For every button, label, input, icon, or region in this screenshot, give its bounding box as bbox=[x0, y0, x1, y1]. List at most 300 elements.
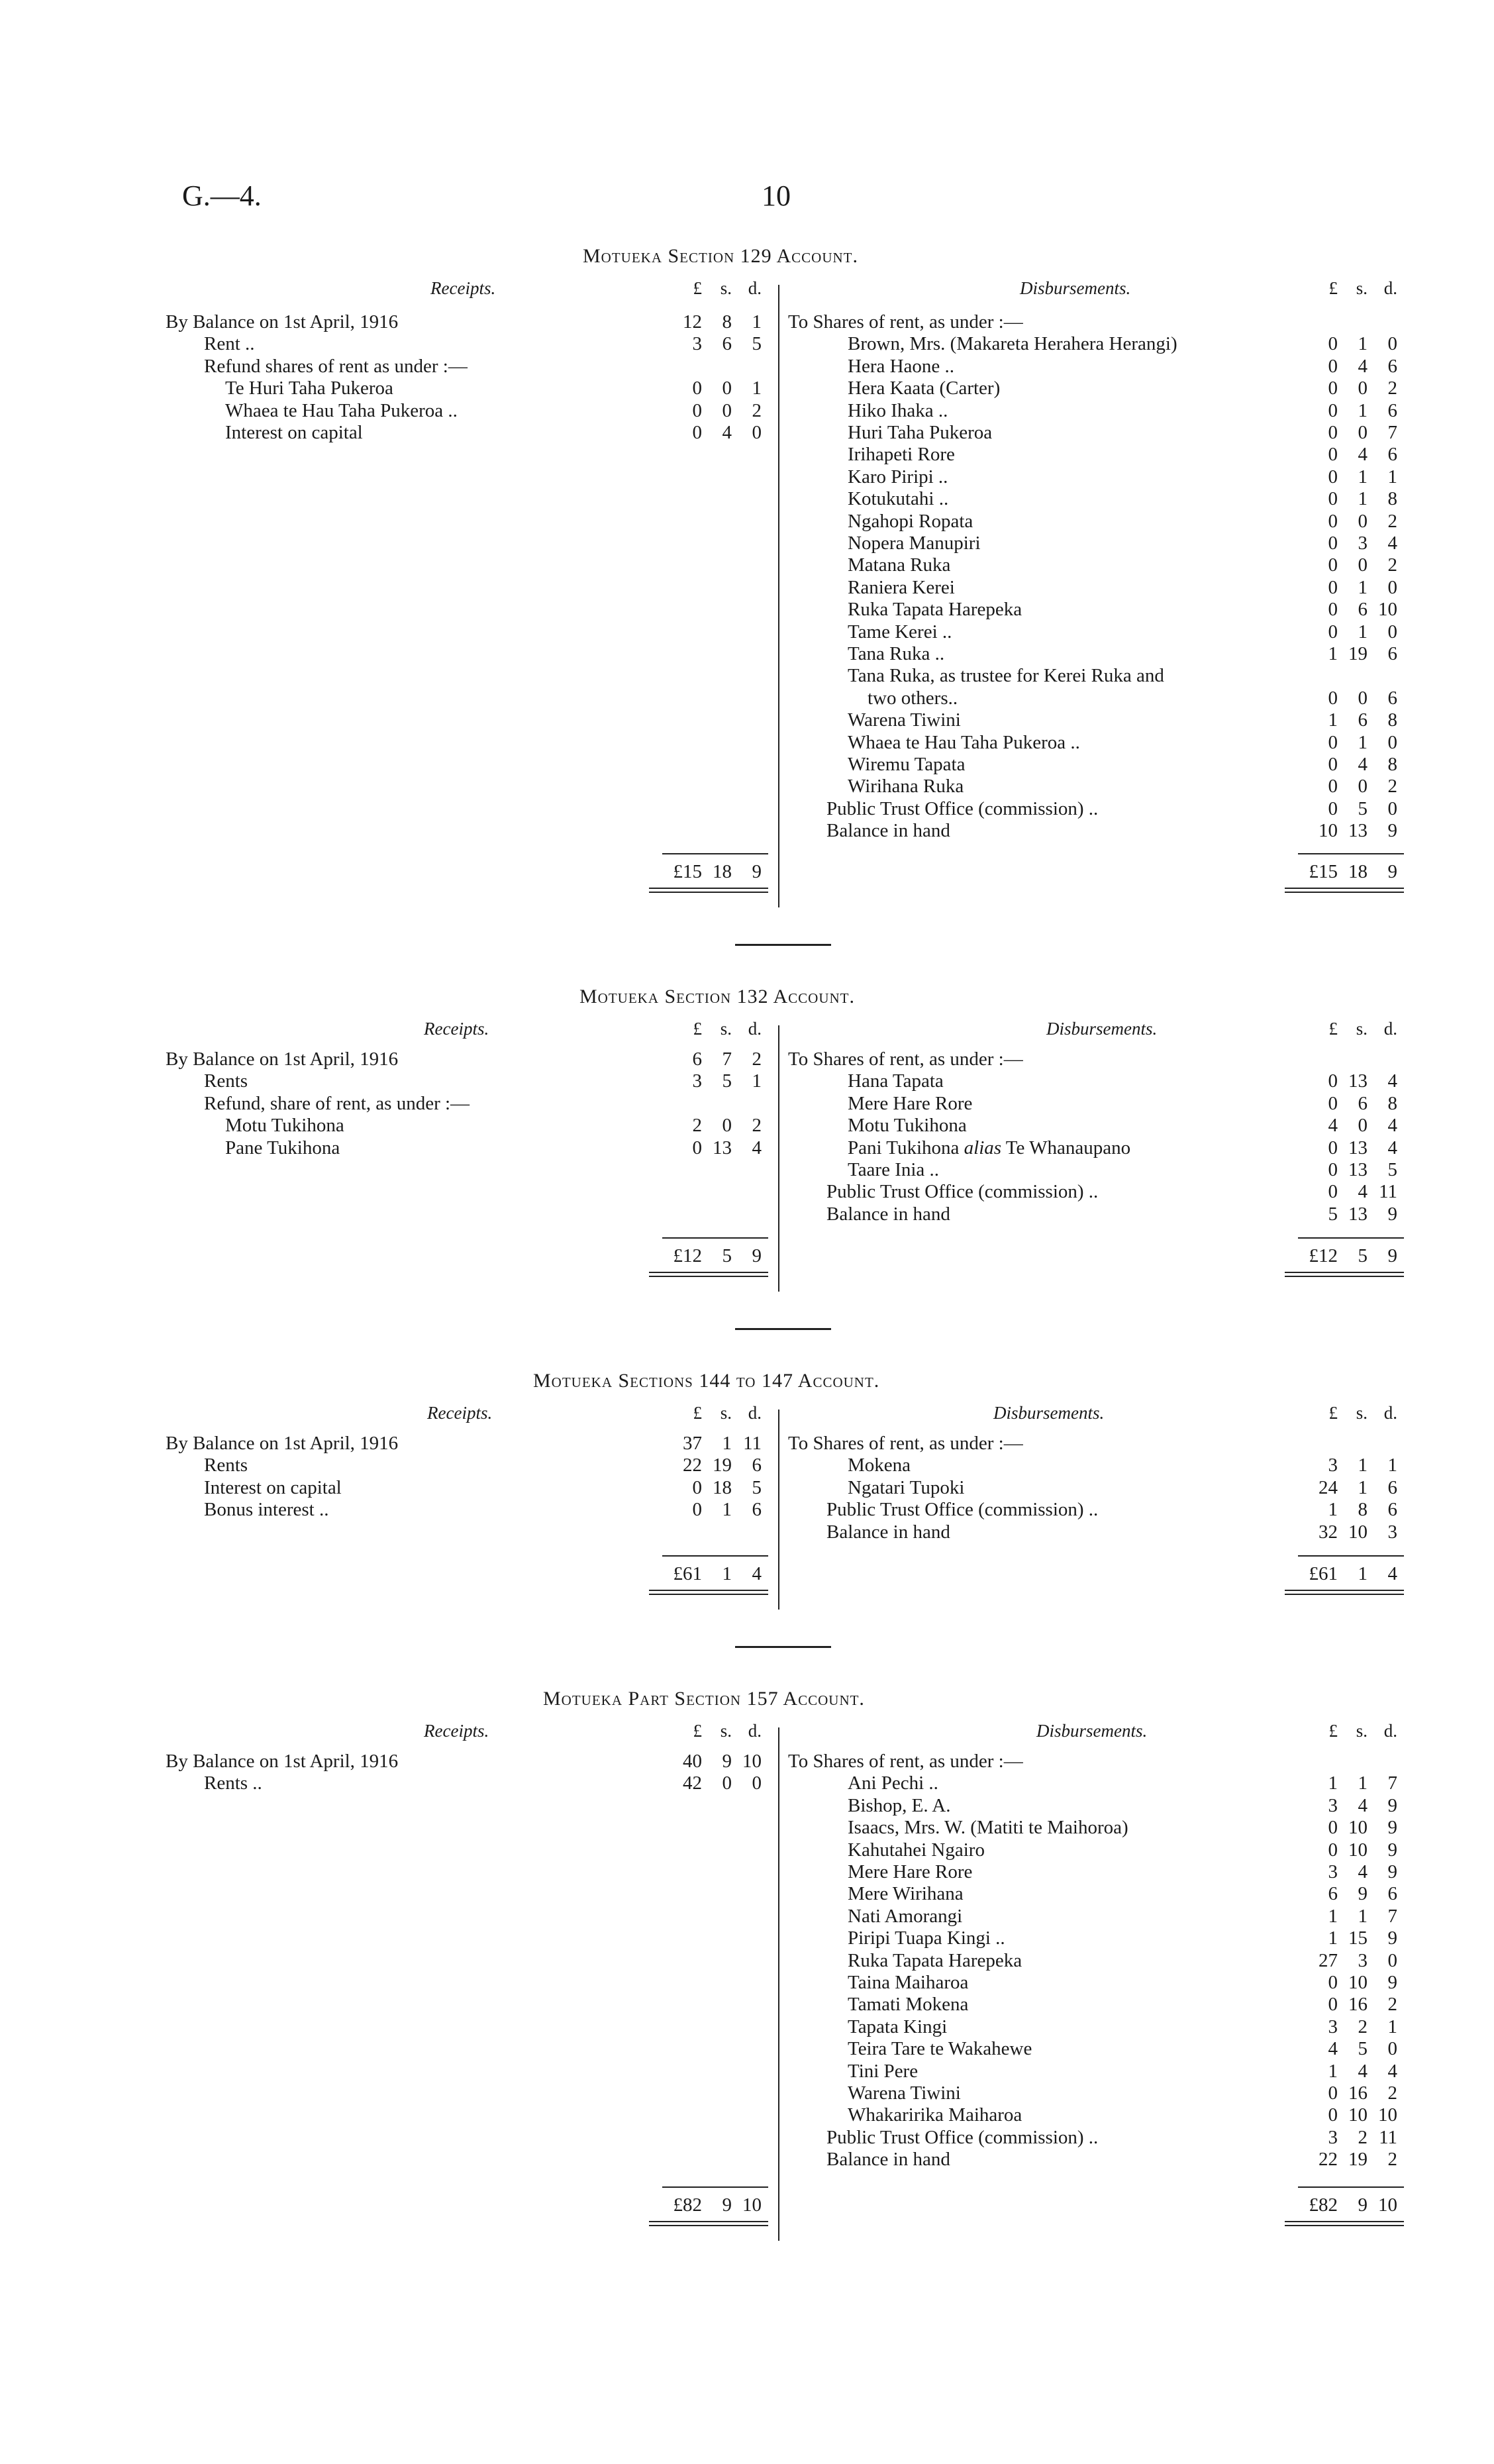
amount-shillings: 0 bbox=[722, 1772, 732, 1794]
amount-pence: 1 bbox=[1387, 466, 1397, 488]
amount-pence: 1 bbox=[1387, 2016, 1397, 2037]
amount-pounds: 0 bbox=[1328, 466, 1338, 488]
disbursements-label: Ruka Tapata Harepeka bbox=[848, 1949, 1022, 1971]
section-separator bbox=[735, 1646, 831, 1648]
total-double-rule bbox=[649, 1272, 768, 1277]
disbursements-label: Kotukutahi .. bbox=[848, 488, 949, 510]
amount-pence: 2 bbox=[1387, 1994, 1397, 2016]
disbursements-label: Brown, Mrs. (Makareta Herahera Herangi) bbox=[848, 333, 1177, 355]
amount-pounds: 3 bbox=[1328, 1794, 1338, 1816]
disbursements-total bbox=[0, 1563, 1494, 1585]
amount-pounds: 12 bbox=[683, 311, 702, 333]
disbursements-row bbox=[0, 820, 1494, 842]
disbursements-row bbox=[0, 1433, 1494, 1455]
amount-pence: 1 bbox=[752, 311, 762, 333]
disbursements-label: Public Trust Office (commission) .. bbox=[826, 1499, 1099, 1521]
amount-pence: 11 bbox=[1379, 2126, 1397, 2148]
disbursements-row bbox=[0, 1093, 1494, 1115]
amount-pence: 10 bbox=[742, 1751, 762, 1772]
sum-rule bbox=[662, 853, 768, 854]
disbursements-row bbox=[0, 2127, 1494, 2149]
amount-shillings: 13 bbox=[1348, 1159, 1368, 1180]
money-unit-label: d. bbox=[748, 278, 762, 298]
money-unit-label: s. bbox=[1356, 1403, 1368, 1423]
amount-pence: 10 bbox=[1378, 599, 1397, 621]
receipts-label: Whaea te Hau Taha Pukeroa .. bbox=[225, 399, 458, 421]
receipts-total-l: £15 bbox=[673, 861, 702, 882]
receipts-label: Pane Tukihona bbox=[225, 1137, 340, 1158]
money-unit-label: £ bbox=[1328, 278, 1338, 298]
amount-pence: 11 bbox=[743, 1433, 762, 1454]
amount-shillings: 13 bbox=[1348, 1070, 1368, 1092]
receipts-label: Rents bbox=[204, 1455, 248, 1476]
amount-shillings: 0 bbox=[1358, 554, 1368, 576]
amount-shillings: 6 bbox=[1358, 599, 1368, 621]
receipts-label: Refund, share of rent, as under :— bbox=[204, 1092, 470, 1114]
account-title: Motueka Section 132 Account. bbox=[579, 986, 856, 1007]
amount-pounds: 0 bbox=[1328, 2104, 1338, 2126]
amount-pence: 5 bbox=[1387, 1159, 1397, 1180]
amount-pence: 0 bbox=[1387, 576, 1397, 598]
amount-pence: 0 bbox=[1387, 621, 1397, 642]
amount-shillings: 8 bbox=[1358, 1499, 1368, 1521]
disbursements-row bbox=[0, 422, 1494, 444]
amount-pounds: 6 bbox=[692, 1049, 702, 1070]
amount-pounds: 0 bbox=[692, 1499, 702, 1521]
amount-pounds: 4 bbox=[1328, 1115, 1338, 1137]
amount-shillings: 13 bbox=[1348, 820, 1368, 842]
disbursements-label: Motu Tukihona bbox=[848, 1115, 967, 1137]
disbursements-row bbox=[0, 554, 1494, 576]
receipts-label: By Balance on 1st April, 1916 bbox=[166, 1049, 399, 1070]
amount-shillings: 1 bbox=[1358, 1905, 1368, 1927]
receipts-label: By Balance on 1st April, 1916 bbox=[166, 1433, 399, 1454]
amount-pence: 8 bbox=[1387, 709, 1397, 731]
disbursements-row bbox=[0, 1455, 1494, 1476]
amount-shillings: 4 bbox=[1358, 1861, 1368, 1882]
amount-pence: 4 bbox=[1387, 1070, 1397, 1092]
disbursements-label: Mere Wirihana bbox=[848, 1883, 964, 1905]
amount-pence: 2 bbox=[1387, 510, 1397, 532]
amount-shillings: 1 bbox=[1358, 488, 1368, 510]
amount-pounds: 1 bbox=[1328, 1499, 1338, 1521]
disbursements-row bbox=[0, 1883, 1494, 1905]
disbursements-row bbox=[0, 1927, 1494, 1949]
amount-shillings: 0 bbox=[722, 378, 732, 399]
amount-pence: 6 bbox=[1387, 399, 1397, 421]
amount-shillings: 10 bbox=[1348, 1839, 1368, 1861]
amount-pence: 2 bbox=[1387, 378, 1397, 399]
amount-pounds: 42 bbox=[683, 1772, 702, 1794]
receipts-total-l: £82 bbox=[673, 2194, 702, 2216]
amount-shillings: 16 bbox=[1348, 2082, 1368, 2104]
amount-pence: 9 bbox=[1387, 1817, 1397, 1839]
money-unit-label: d. bbox=[1383, 1403, 1397, 1423]
disbursements-row bbox=[0, 1906, 1494, 1927]
money-unit-label: £ bbox=[693, 1019, 702, 1039]
money-unit-label: s. bbox=[720, 1019, 732, 1039]
disbursements-total-s: 18 bbox=[1348, 861, 1368, 882]
receipts-label: Refund shares of rent as under :— bbox=[204, 355, 468, 377]
amount-pence: 1 bbox=[1387, 1455, 1397, 1476]
disbursements-row bbox=[0, 311, 1494, 333]
disbursements-row bbox=[0, 621, 1494, 643]
disbursements-label: Whakaririka Maiharoa bbox=[848, 2104, 1022, 2126]
account-title: Motueka Sections 144 to 147 Account. bbox=[533, 1370, 880, 1392]
disbursements-row bbox=[0, 2061, 1494, 2082]
disbursements-row bbox=[0, 2082, 1494, 2104]
disbursements-label: Karo Piripi .. bbox=[848, 466, 948, 488]
money-unit-label: £ bbox=[1328, 1721, 1338, 1741]
receipts-label: Interest on capital bbox=[204, 1476, 342, 1498]
disbursements-row bbox=[0, 754, 1494, 776]
amount-shillings: 0 bbox=[1358, 510, 1368, 532]
amount-pounds: 0 bbox=[692, 1476, 702, 1498]
disbursements-label: Ngahopi Ropata bbox=[848, 510, 973, 532]
amount-pounds: 3 bbox=[1328, 1861, 1338, 1882]
amount-shillings: 1 bbox=[1358, 1455, 1368, 1476]
disbursements-row bbox=[0, 488, 1494, 510]
disbursements-label: Isaacs, Mrs. W. (Matiti te Maihoroa) bbox=[848, 1817, 1128, 1839]
disbursements-label: Irihapeti Rore bbox=[848, 444, 955, 466]
disbursements-label: Wirihana Ruka bbox=[848, 776, 964, 797]
amount-pence: 9 bbox=[1387, 1927, 1397, 1949]
amount-shillings: 6 bbox=[1358, 1092, 1368, 1114]
amount-shillings: 8 bbox=[722, 311, 732, 333]
amount-pence: 0 bbox=[1387, 2038, 1397, 2060]
amount-shillings: 0 bbox=[722, 1115, 732, 1137]
amount-pounds: 0 bbox=[1328, 488, 1338, 510]
disbursements-label: Tame Kerei .. bbox=[848, 621, 952, 642]
disbursements-label: Ruka Tapata Harepeka bbox=[848, 599, 1022, 621]
money-unit-label: £ bbox=[693, 1721, 702, 1741]
amount-shillings: 5 bbox=[1358, 797, 1368, 819]
disbursements-row bbox=[0, 732, 1494, 754]
receipts-heading: Receipts. bbox=[430, 278, 496, 298]
disbursements-row bbox=[0, 1950, 1494, 1972]
amount-pence: 4 bbox=[1387, 2060, 1397, 2082]
disbursements-label: Public Trust Office (commission) .. bbox=[826, 2126, 1099, 2148]
amount-shillings: 1 bbox=[1358, 333, 1368, 355]
money-unit-label: s. bbox=[720, 278, 732, 298]
total-double-rule bbox=[1285, 2221, 1404, 2226]
money-unit-label: s. bbox=[1356, 1721, 1368, 1741]
disbursements-total-l: £82 bbox=[1309, 2194, 1338, 2216]
amount-pence: 7 bbox=[1387, 1772, 1397, 1794]
amount-shillings: 4 bbox=[1358, 754, 1368, 775]
amount-pence: 7 bbox=[1387, 1905, 1397, 1927]
disbursements-label: To Shares of rent, as under :— bbox=[788, 311, 1023, 333]
account-title: Motueka Section 129 Account. bbox=[583, 245, 859, 267]
amount-pence: 1 bbox=[752, 1070, 762, 1092]
disbursements-heading: Disbursements. bbox=[1036, 1721, 1148, 1741]
receipts-label: By Balance on 1st April, 1916 bbox=[166, 1751, 399, 1772]
amount-shillings: 0 bbox=[1358, 687, 1368, 709]
amount-pounds: 40 bbox=[683, 1751, 702, 1772]
amount-shillings: 6 bbox=[722, 333, 732, 355]
amount-shillings: 0 bbox=[1358, 776, 1368, 797]
amount-pounds: 0 bbox=[1328, 1994, 1338, 2016]
amount-shillings: 13 bbox=[1348, 1137, 1368, 1158]
amount-pence: 9 bbox=[1387, 1839, 1397, 1861]
amount-shillings: 18 bbox=[713, 1476, 732, 1498]
money-unit-label: d. bbox=[1383, 1721, 1397, 1741]
disbursements-label: Warena Tiwini bbox=[848, 2082, 961, 2104]
disbursements-total-d: 10 bbox=[1378, 2194, 1397, 2216]
amount-pence: 8 bbox=[1387, 754, 1397, 775]
disbursements-label: Huri Taha Pukeroa bbox=[848, 422, 993, 443]
money-unit-label: d. bbox=[1383, 1019, 1397, 1039]
amount-pence: 0 bbox=[1387, 333, 1397, 355]
amount-pence: 6 bbox=[1387, 444, 1397, 466]
sum-rule bbox=[1298, 1237, 1404, 1239]
sum-rule bbox=[1298, 1555, 1404, 1557]
disbursements-row bbox=[0, 1070, 1494, 1092]
disbursements-label: two others.. bbox=[868, 687, 958, 709]
disbursements-label: Matana Ruka bbox=[848, 554, 951, 576]
receipts-total-s: 5 bbox=[722, 1245, 732, 1266]
disbursements-total bbox=[0, 1245, 1494, 1267]
amount-pence: 9 bbox=[1387, 1203, 1397, 1225]
disbursements-label: Tana Ruka .. bbox=[848, 643, 945, 664]
money-unit-label: s. bbox=[1356, 1019, 1368, 1039]
disbursements-row bbox=[0, 533, 1494, 554]
amount-pence: 7 bbox=[1387, 422, 1397, 443]
amount-pounds: 0 bbox=[1328, 1092, 1338, 1114]
receipts-label: Bonus interest .. bbox=[204, 1499, 329, 1521]
disbursements-label: Kahutahei Ngairo bbox=[848, 1839, 985, 1861]
amount-pounds: 0 bbox=[692, 422, 702, 443]
amount-pence: 6 bbox=[1387, 1476, 1397, 1498]
amount-shillings: 1 bbox=[1358, 1772, 1368, 1794]
amount-pence: 4 bbox=[1387, 1115, 1397, 1137]
amount-pounds: 0 bbox=[1328, 510, 1338, 532]
amount-pounds: 0 bbox=[1328, 621, 1338, 642]
money-unit-label: s. bbox=[720, 1403, 732, 1423]
amount-pounds: 0 bbox=[1328, 1839, 1338, 1861]
receipts-label: Rents bbox=[204, 1070, 248, 1092]
amount-pence: 4 bbox=[752, 1137, 762, 1158]
amount-pence: 6 bbox=[752, 1499, 762, 1521]
amount-pounds: 3 bbox=[1328, 2016, 1338, 2037]
disbursements-total-s: 5 bbox=[1358, 1245, 1368, 1266]
disbursements-label: Balance in hand bbox=[826, 820, 950, 842]
money-unit-label: s. bbox=[1356, 278, 1368, 298]
amount-pence: 2 bbox=[1387, 554, 1397, 576]
amount-pence: 9 bbox=[1387, 820, 1397, 842]
disbursements-row bbox=[0, 356, 1494, 378]
amount-shillings: 19 bbox=[1348, 2149, 1368, 2171]
receipts-total-s: 18 bbox=[713, 861, 732, 882]
amount-pence: 2 bbox=[1387, 776, 1397, 797]
disbursements-row bbox=[0, 1861, 1494, 1883]
amount-pounds: 1 bbox=[1328, 643, 1338, 664]
amount-shillings: 19 bbox=[713, 1455, 732, 1476]
disbursements-row bbox=[0, 1159, 1494, 1181]
sum-rule bbox=[1298, 853, 1404, 854]
disbursements-row bbox=[0, 1477, 1494, 1499]
amount-pence: 9 bbox=[1387, 1794, 1397, 1816]
receipts-total-d: 4 bbox=[752, 1563, 762, 1584]
receipts-heading: Receipts. bbox=[424, 1721, 489, 1741]
amount-pence: 8 bbox=[1387, 488, 1397, 510]
receipts-total-s: 9 bbox=[722, 2194, 732, 2216]
amount-shillings: 4 bbox=[722, 422, 732, 443]
disbursements-row bbox=[0, 1817, 1494, 1839]
amount-shillings: 4 bbox=[1358, 355, 1368, 377]
amount-shillings: 19 bbox=[1348, 643, 1368, 664]
section-separator bbox=[735, 1328, 831, 1330]
amount-pounds: 1 bbox=[1328, 1905, 1338, 1927]
amount-shillings: 0 bbox=[722, 399, 732, 421]
amount-shillings: 4 bbox=[1358, 1794, 1368, 1816]
disbursements-heading: Disbursements. bbox=[993, 1403, 1105, 1423]
amount-shillings: 3 bbox=[1358, 1949, 1368, 1971]
amount-pounds: 0 bbox=[1328, 731, 1338, 753]
amount-pounds: 0 bbox=[1328, 444, 1338, 466]
disbursements-label: Warena Tiwini bbox=[848, 709, 961, 731]
amount-shillings: 9 bbox=[722, 1751, 732, 1772]
amount-pounds: 3 bbox=[692, 1070, 702, 1092]
disbursements-label: Whaea te Hau Taha Pukeroa .. bbox=[848, 731, 1080, 753]
disbursements-label: Ani Pechi .. bbox=[848, 1772, 938, 1794]
disbursements-total-s: 9 bbox=[1358, 2194, 1368, 2216]
amount-pounds: 3 bbox=[1328, 2126, 1338, 2148]
disbursements-total-d: 9 bbox=[1387, 861, 1397, 882]
disbursements-label: Wiremu Tapata bbox=[848, 754, 966, 775]
amount-pounds: 0 bbox=[1328, 554, 1338, 576]
amount-pence: 6 bbox=[1387, 687, 1397, 709]
section-separator bbox=[735, 944, 831, 946]
amount-pence: 11 bbox=[1379, 1181, 1397, 1203]
disbursements-label: Tapata Kingi bbox=[848, 2016, 948, 2037]
amount-pence: 0 bbox=[1387, 1949, 1397, 1971]
disbursements-row bbox=[0, 2104, 1494, 2126]
amount-pence: 6 bbox=[1387, 1883, 1397, 1905]
disbursements-label: Raniera Kerei bbox=[848, 576, 955, 598]
receipts-label: By Balance on 1st April, 1916 bbox=[166, 311, 399, 333]
amount-shillings: 0 bbox=[1358, 422, 1368, 443]
disbursements-row bbox=[0, 2149, 1494, 2171]
amount-shillings: 2 bbox=[1358, 2126, 1368, 2148]
receipts-label: Rents .. bbox=[204, 1772, 262, 1794]
money-unit-label: £ bbox=[1328, 1019, 1338, 1039]
receipts-heading: Receipts. bbox=[427, 1403, 493, 1423]
amount-pounds: 0 bbox=[1328, 687, 1338, 709]
disbursements-label: Teira Tare te Wakahewe bbox=[848, 2038, 1032, 2060]
amount-pounds: 0 bbox=[1328, 1817, 1338, 1839]
amount-pounds: 0 bbox=[1328, 378, 1338, 399]
disbursements-total-l: £61 bbox=[1309, 1563, 1338, 1584]
disbursements-row bbox=[0, 378, 1494, 399]
amount-pounds: 0 bbox=[692, 1137, 702, 1158]
amount-pounds: 0 bbox=[1328, 1137, 1338, 1158]
amount-shillings: 7 bbox=[722, 1049, 732, 1070]
disbursements-label: Balance in hand bbox=[826, 1521, 950, 1543]
account-title: Motueka Part Section 157 Account. bbox=[543, 1688, 865, 1710]
total-double-rule bbox=[649, 888, 768, 893]
amount-pounds: 3 bbox=[692, 333, 702, 355]
amount-pence: 2 bbox=[1387, 2082, 1397, 2104]
amount-pence: 0 bbox=[1387, 731, 1397, 753]
disbursements-label: To Shares of rent, as under :— bbox=[788, 1049, 1023, 1070]
disbursements-row bbox=[0, 1499, 1494, 1521]
disbursements-label: Ngatari Tupoki bbox=[848, 1476, 965, 1498]
disbursements-row bbox=[0, 1751, 1494, 1772]
amount-pence: 1 bbox=[752, 378, 762, 399]
amount-shillings: 1 bbox=[1358, 731, 1368, 753]
disbursements-total-d: 4 bbox=[1387, 1563, 1397, 1584]
amount-pence: 3 bbox=[1387, 1521, 1397, 1543]
amount-pence: 0 bbox=[752, 422, 762, 443]
disbursements-label: Mere Hare Rore bbox=[848, 1092, 973, 1114]
money-unit-label: d. bbox=[748, 1019, 762, 1039]
amount-shillings: 10 bbox=[1348, 1521, 1368, 1543]
amount-pence: 9 bbox=[1387, 1972, 1397, 1993]
total-double-rule bbox=[649, 2221, 768, 2226]
page-number: 10 bbox=[762, 180, 791, 212]
amount-pounds: 0 bbox=[1328, 1159, 1338, 1180]
disbursements-row bbox=[0, 1839, 1494, 1861]
amount-pence: 9 bbox=[1387, 1861, 1397, 1882]
amount-pounds: 1 bbox=[1328, 1927, 1338, 1949]
amount-shillings: 4 bbox=[1358, 444, 1368, 466]
disbursements-row bbox=[0, 1772, 1494, 1794]
amount-pounds: 0 bbox=[1328, 355, 1338, 377]
disbursements-label: Public Trust Office (commission) .. bbox=[826, 797, 1099, 819]
disbursements-row bbox=[0, 1204, 1494, 1225]
total-double-rule bbox=[649, 1590, 768, 1595]
amount-shillings: 5 bbox=[722, 1070, 732, 1092]
amount-pounds: 0 bbox=[1328, 333, 1338, 355]
amount-pounds: 0 bbox=[1328, 797, 1338, 819]
disbursements-label: Tamati Mokena bbox=[848, 1994, 969, 2016]
amount-pounds: 22 bbox=[1319, 2149, 1338, 2171]
receipts-total-d: 9 bbox=[752, 861, 762, 882]
disbursements-row bbox=[0, 1972, 1494, 1994]
amount-shillings: 15 bbox=[1348, 1927, 1368, 1949]
amount-shillings: 16 bbox=[1348, 1994, 1368, 2016]
disbursements-row bbox=[0, 2038, 1494, 2060]
money-unit-label: s. bbox=[720, 1721, 732, 1741]
disbursements-row bbox=[0, 709, 1494, 731]
amount-shillings: 1 bbox=[1358, 576, 1368, 598]
amount-pounds: 0 bbox=[1328, 1972, 1338, 1993]
disbursements-label: Hera Haone .. bbox=[848, 355, 955, 377]
amount-pence: 0 bbox=[1387, 797, 1397, 819]
amount-shillings: 6 bbox=[1358, 709, 1368, 731]
amount-pence: 5 bbox=[752, 333, 762, 355]
amount-shillings: 1 bbox=[1358, 466, 1368, 488]
disbursements-total-l: £15 bbox=[1309, 861, 1338, 882]
disbursements-label: Hana Tapata bbox=[848, 1070, 944, 1092]
disbursements-heading: Disbursements. bbox=[1046, 1019, 1158, 1039]
sum-rule bbox=[1298, 2186, 1404, 2188]
receipts-heading: Receipts. bbox=[424, 1019, 489, 1039]
amount-shillings: 3 bbox=[1358, 533, 1368, 554]
disbursements-row bbox=[0, 511, 1494, 533]
amount-shillings: 10 bbox=[1348, 2104, 1368, 2126]
amount-pounds: 0 bbox=[1328, 399, 1338, 421]
amount-shillings: 0 bbox=[1358, 1115, 1368, 1137]
amount-shillings: 4 bbox=[1358, 2060, 1368, 2082]
money-unit-label: £ bbox=[1328, 1403, 1338, 1423]
amount-shillings: 1 bbox=[722, 1499, 732, 1521]
disbursements-total bbox=[0, 861, 1494, 883]
amount-pence: 2 bbox=[752, 399, 762, 421]
receipts-label: Motu Tukihona bbox=[225, 1115, 344, 1137]
disbursements-row bbox=[0, 599, 1494, 621]
